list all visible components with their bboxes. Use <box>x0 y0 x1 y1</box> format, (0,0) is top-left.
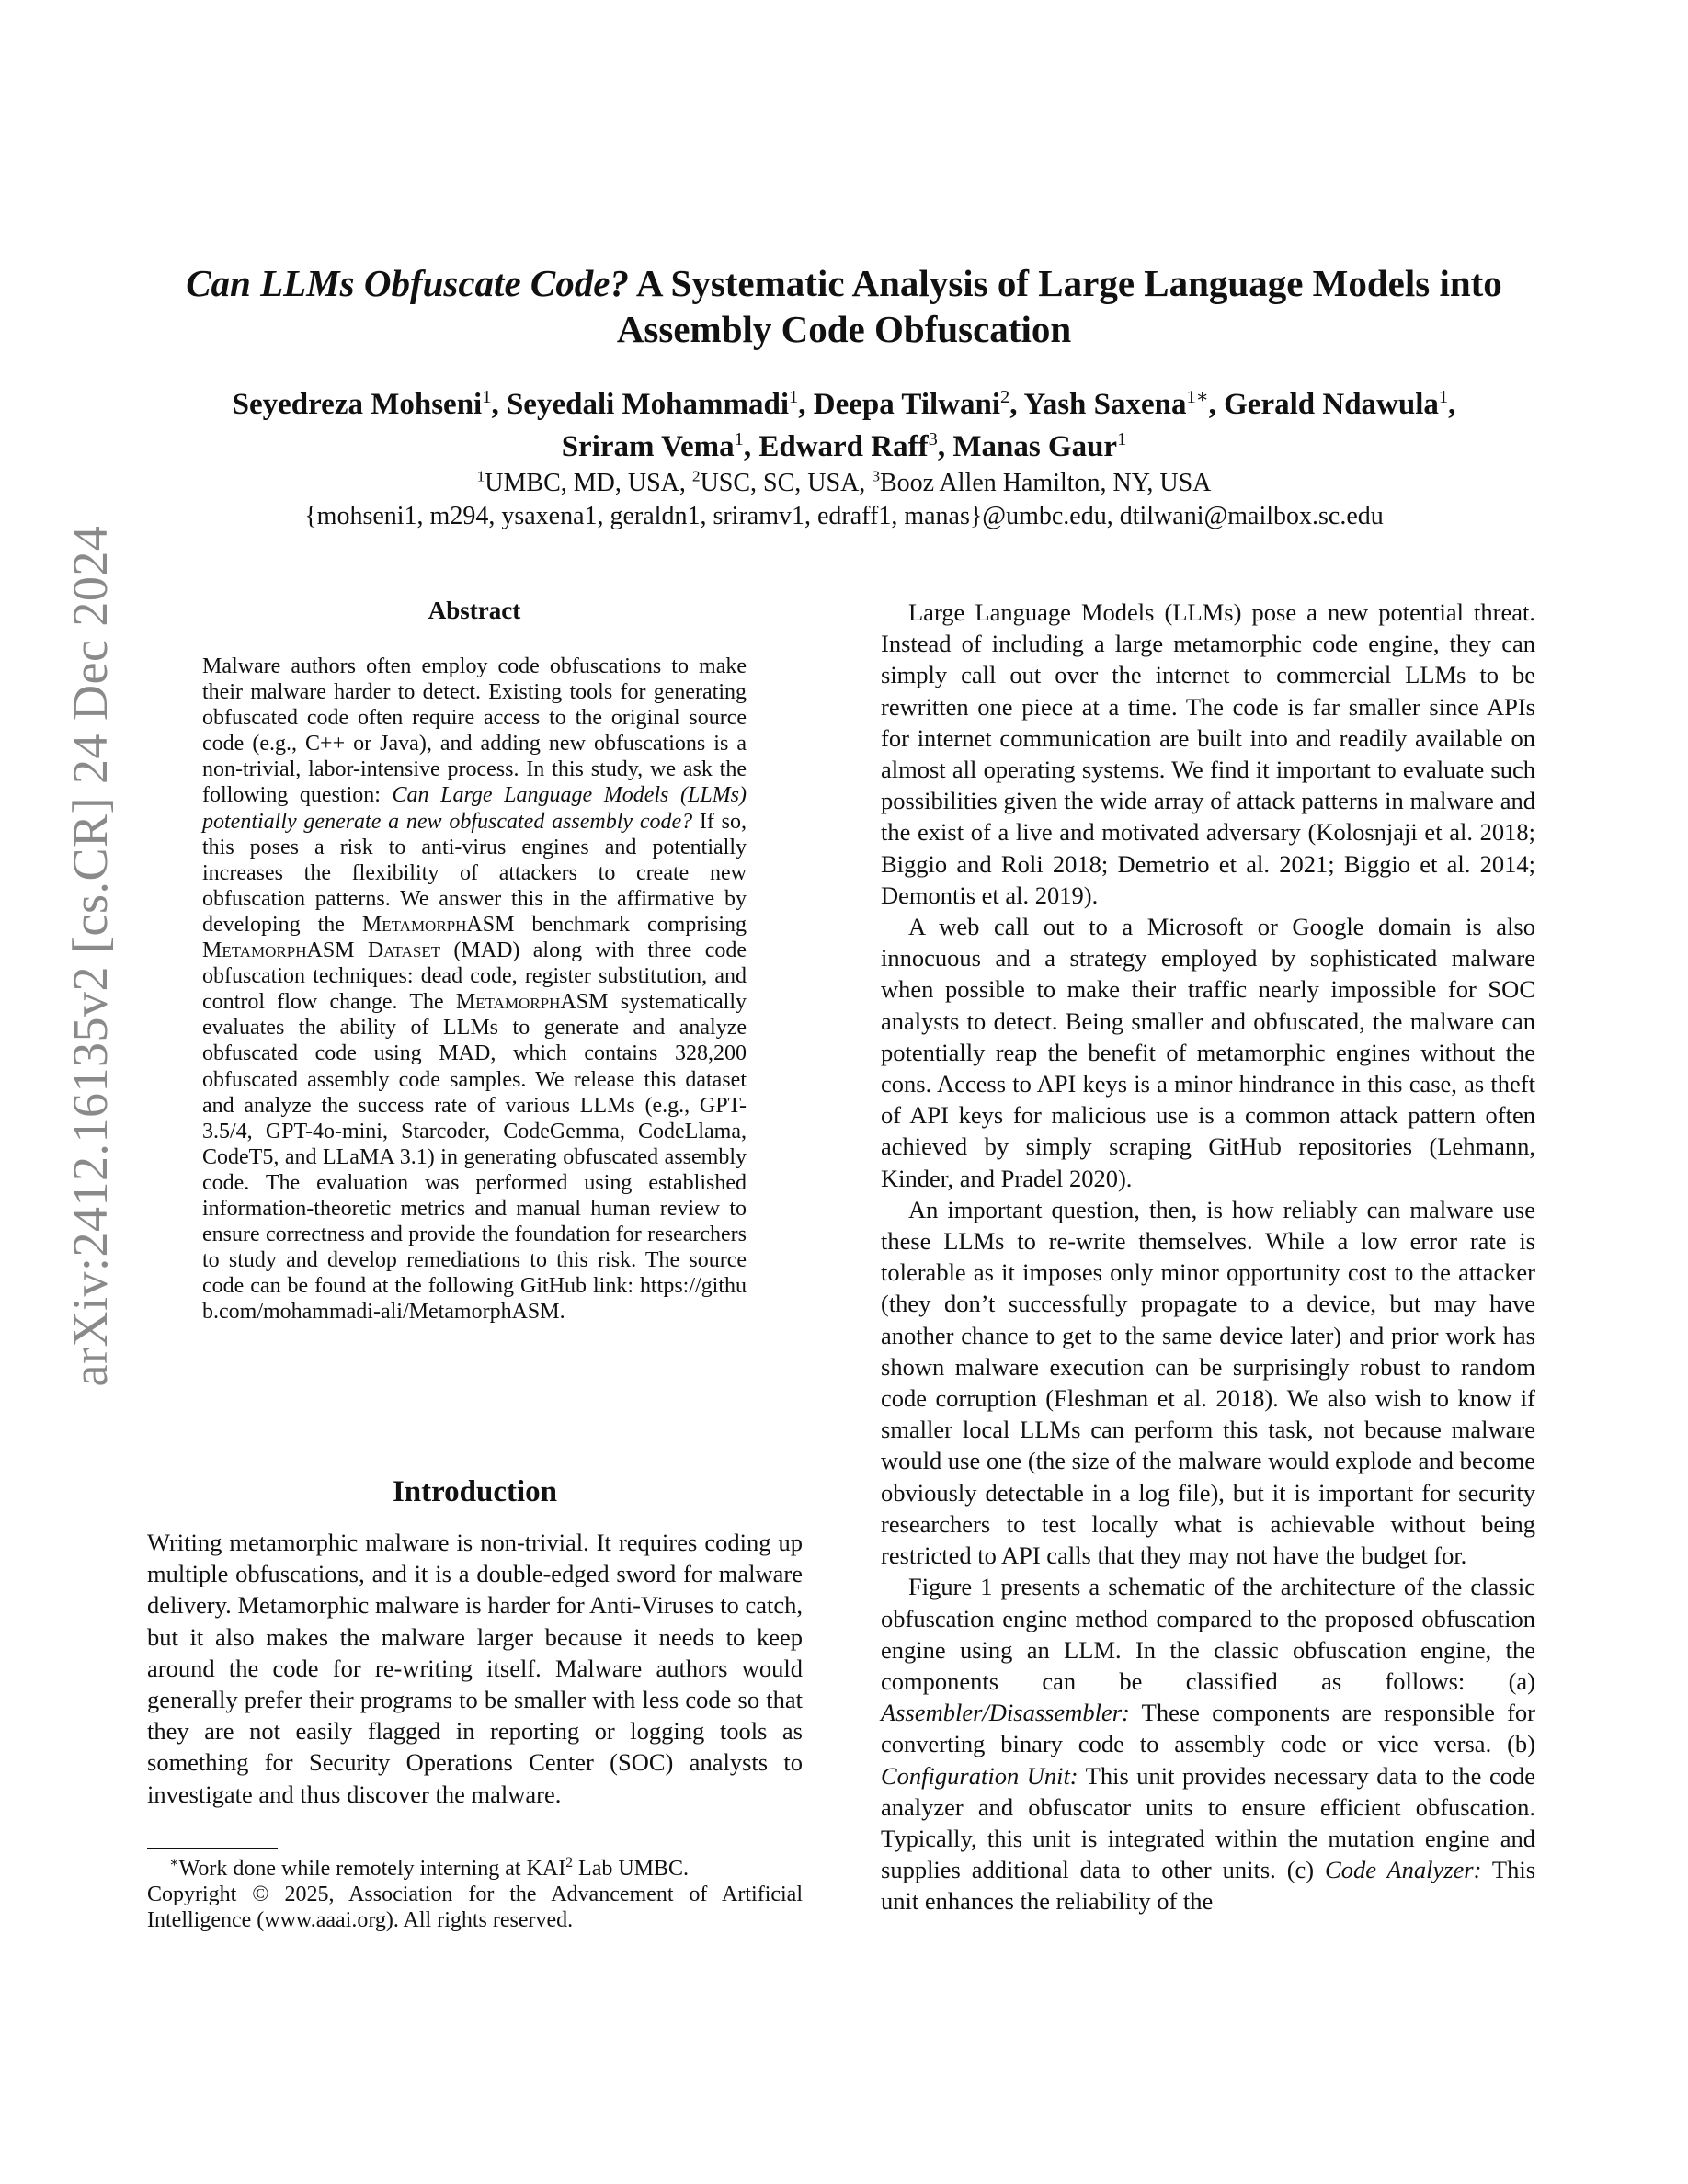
author: Yash Saxena$^{1∗}$, <box>1023 387 1225 421</box>
copyright-notice: Copyright © 2025, Association for the Advancement of Artificial Intelligence (www.aaai.org). All rights reserved. <box>147 1883 803 1932</box>
affiliations: $^1$UMBC, MD, USA, $^2$USC, SC, USA, $^3$Booz Allen Hamilton, NY, USA <box>476 467 1212 497</box>
paragraph: An important question, then, is how reliably can malware use these LLMs to re-write themselves. While a low error rate is tolerable as it imposes only minor opportunity cost to the attacker (they don’t successfully propagate to a device, but may have another chance to get to the same device later) and prior work has shown malware execution can be surprisingly robust to random code corruption (Fleshman et al. 2018). We also wish to know if smaller local LLMs can perform this task, not because malware would use one (the size of the malware would explode and become obviously detectable in a log file), but it is important for security researchers to test locally what is achievable without being restricted to API calls that they may not have the budget for. <box>881 1195 1535 1570</box>
footnote: ∗Work done while remotely interning at KAI$^2$ Lab UMBC. Copyright © 2025, Association for the Advancement of Artificial Intelligence (www.aaai.org). All rights reserved. <box>147 1855 803 1932</box>
footnote-rule <box>147 1848 278 1849</box>
abstract-heading: Abstract <box>428 597 521 624</box>
paragraph: A web call out to a Microsoft or Google domain is also innocuous and a strategy employed by sophisticated malware when possible to make their traffic nearly impossible for SOC analysts to detect. Being smaller and obfuscated, the malware can potentially reap the benefit of metamorphic engines without the cons. Access to API keys is a minor hindrance in this case, as theft of API keys for malicious use is a common attack pattern often achieved by simply scraping GitHub repositories (Lehmann, Kinder, and Pradel 2020). <box>881 913 1535 1192</box>
author: Sriram Vema$^1$, <box>561 429 759 463</box>
author-list <box>138 383 1550 468</box>
author: Seyedreza Mohseni$^1$, <box>232 387 507 421</box>
paper-title <box>138 260 1550 352</box>
paper-title-rest: A Systematic Analysis of Large Language Models into Assembly Code Obfuscation <box>616 262 1502 350</box>
section-heading-introduction: Introduction <box>392 1475 558 1508</box>
abstract-body: Malware authors often employ code obfuscations to make their malware harder to detect. Existing tools for generating obfuscated code often require access to the original source code (e.g., C++ or Java), and adding new obfuscations is a non-trivial, labor-intensive process. In this study, we ask the following question: Can Large Language Models (LLMs) potentially generate a new obfuscated assembly code? If so, this poses a risk to anti-virus engines and potentially increases the flexibility of attackers to create new obfuscation patterns. We answer this in the affirmative by developing the MetamorphASM benchmark comprising MetamorphASM Dataset (MAD) along with three code obfuscation techniques: dead code, register substitution, and control flow change. The MetamorphASM systematically evaluates the ability of LLMs to generate and analyze obfuscated code using MAD, which contains 328,200 obfuscated assembly code samples. We release this dataset and analyze the success rate of various LLMs (e.g., GPT-3.5/4, GPT-4o-mini, Starcoder, CodeGemma, CodeLlama, CodeT5, and LLaMA 3.1) in generating obfuscated assembly code. The evaluation was performed using established information-theoretic metrics and manual human review to ensure correctness and provide the foundation for researchers to study and develop remediations to this risk. The source code can be found at the following GitHub link: https://github.com/mohammadi-ali/MetamorphASM. <box>202 654 747 1325</box>
author-emails: {mohseni1, m294, ysaxena1, geraldn1, sriramv1, edraff1, manas}@umbc.edu, dtilwani@mailbox.sc.edu <box>304 502 1384 530</box>
arxiv-identifier: arXiv:2412.16135v2 [cs.CR] 24 Dec 2024 <box>63 525 118 1387</box>
right-column-body <box>881 597 1535 1917</box>
paragraph: Large Language Models (LLMs) pose a new potential threat. Instead of including a large metamorphic code engine, they can simply call out over the internet to commercial LLMs to be rewritten one piece at a time. The code is far smaller since APIs for internet communication are built into and readily available on almost all operating systems. We find it important to evaluate such possibilities given the wide array of attack patterns in malware and the exist of a live and motivated adversary (Kolosnjaji et al. 2018; Biggio and Roli 2018; Demetrio et al. 2021; Biggio et al. 2014; Demontis et al. 2019). <box>881 598 1535 909</box>
author: Edward Raff$^3$, <box>758 429 953 463</box>
author: Manas Gaur$^1$ <box>952 429 1127 463</box>
paragraph: Figure 1 presents a schematic of the architecture of the classic obfuscation engine method compared to the proposed obfuscation engine using an LLM. In the classic obfuscation engine, the components can be classified as follows: (a) Assembler/Disassembler: These components are responsible for converting binary code to assembly code or vice versa. (b) Configuration Unit: This unit provides necessary data to the code analyzer and obfuscator units to ensure efficient obfuscation. Typically, this unit is integrated within the mutation engine and supplies additional data to other units. (c) Code Analyzer: This unit enhances the reliability of the <box>881 1573 1536 1916</box>
paper-title-italic: Can LLMs Obfuscate Code? <box>186 262 629 304</box>
paragraph: Writing metamorphic malware is non-trivial. It requires coding up multiple obfuscations, and it is a double-edged sword for malware delivery. Metamorphic malware is harder for Anti-Viruses to catch, but it also makes the malware larger because it needs to keep around the code for re-writing itself. Malware authors would generally prefer their programs to be smaller with less code so that they are not easily flagged in reporting or logging tools as something for Security Operations Center (SOC) analysts to investigate and thus discover the malware. <box>147 1529 803 1808</box>
github-link[interactable]: https://github.com/mohammadi-ali/MetamorphASM <box>202 1274 747 1325</box>
author: Deepa Tilwani$^2$, <box>813 387 1024 421</box>
author: Seyedali Mohammadi$^1$, <box>506 387 814 421</box>
author: Gerald Ndawula$^1$, <box>1224 387 1456 421</box>
introduction-body <box>147 1527 803 1810</box>
